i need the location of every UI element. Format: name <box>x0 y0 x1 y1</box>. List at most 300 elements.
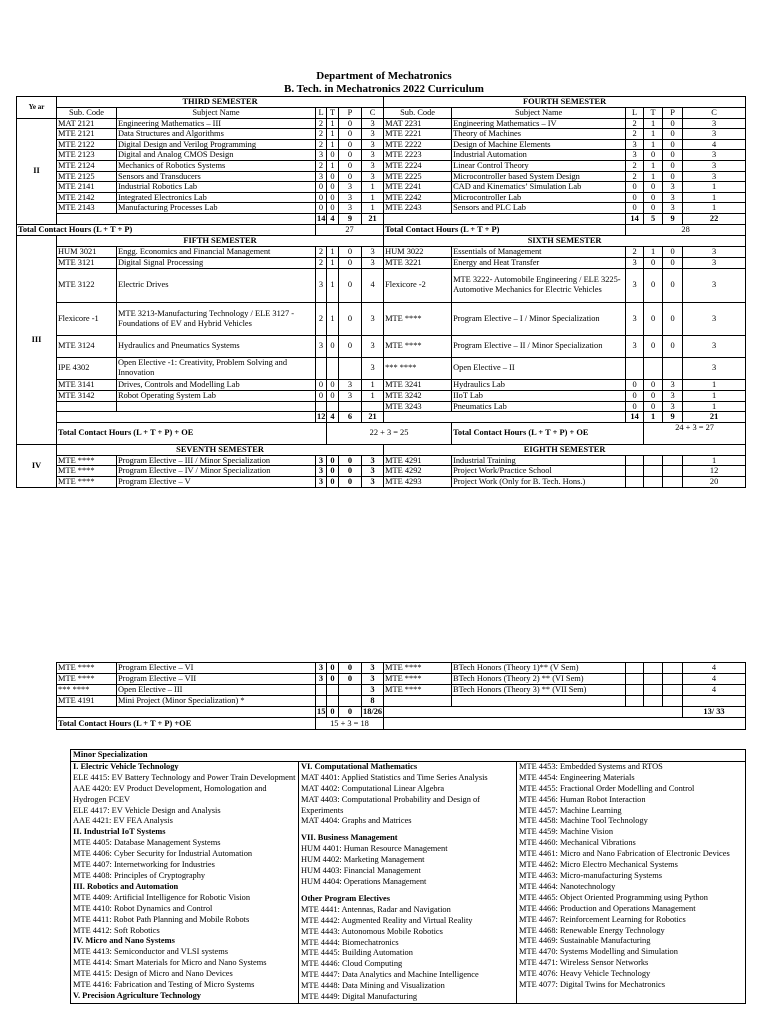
year3-right-total-label: Total Contact Hours (L + T + P) + OE <box>452 422 644 444</box>
left-credit-l <box>316 696 327 707</box>
right-credit-l: 2 <box>626 160 644 171</box>
left-credit-p <box>339 357 362 379</box>
left-credit-l <box>316 401 327 412</box>
left-credit-p: 0 <box>339 150 362 161</box>
table-row <box>17 268 746 302</box>
right-credit-l <box>626 357 644 379</box>
left-subject-name: Manufacturing Processes Lab <box>117 203 316 214</box>
cont-right-spacer <box>384 718 746 730</box>
left-credit-c <box>362 401 384 412</box>
left-credit-t: 0 <box>327 379 339 390</box>
left-credit-p: 0 <box>339 246 362 257</box>
right-credit-l: 3 <box>626 150 644 161</box>
right-credit-c: 1 <box>683 401 746 412</box>
left-credit-p: 0 <box>339 674 362 685</box>
left-credit-c: 3 <box>362 160 384 171</box>
left-credit-p: 0 <box>339 476 362 487</box>
left-credit-l <box>316 357 327 379</box>
right-subtotal-p: 9 <box>663 213 683 224</box>
right-credit-c: 1 <box>683 203 746 214</box>
minor-course-item: MTE 4406: Cyber Security for Industrial Automation <box>73 849 253 859</box>
year3-title-row <box>17 235 746 246</box>
table-row <box>17 257 746 268</box>
left-course-code: MTE 2121 <box>57 129 117 140</box>
column-header-c: C <box>362 108 384 119</box>
right-credit-t: 0 <box>644 150 663 161</box>
table-row <box>17 466 746 477</box>
left-course-code: MTE 2142 <box>57 192 117 203</box>
left-credit-c: 3 <box>362 302 384 335</box>
right-course-code: Flexicore -2 <box>384 268 452 302</box>
right-credit-c: 1 <box>683 390 746 401</box>
right-course-code: MTE 3221 <box>384 257 452 268</box>
year2-right-total: 28 <box>626 224 746 235</box>
column-header-c: C <box>683 108 746 119</box>
left-credit-t: 0 <box>327 192 339 203</box>
right-subject-name: Microcontroller based System Design <box>452 171 626 182</box>
right-credit-p <box>663 476 683 487</box>
right-credit-c: 3 <box>683 171 746 182</box>
year3-year-label: III <box>17 235 57 444</box>
right-course-code: MTE 2225 <box>384 171 452 182</box>
minor-course-item: MTE 4468: Renewable Energy Technology <box>519 925 665 935</box>
column-header-sub-code: Sub. Code <box>384 108 452 119</box>
minor-category-heading: V. Precision Agriculture Technology <box>73 990 201 1000</box>
right-credit-l: 0 <box>626 401 644 412</box>
left-credit-t: 1 <box>327 129 339 140</box>
table-row <box>57 696 746 707</box>
document-title: Department of Mechatronics <box>316 70 452 82</box>
left-credit-c: 1 <box>362 379 384 390</box>
right-credit-c: 3 <box>683 357 746 379</box>
right-subject-name: Program Elective – I / Minor Specialization <box>452 302 626 335</box>
right-credit-l: 2 <box>626 171 644 182</box>
right-credit-l: 0 <box>626 203 644 214</box>
left-credit-c: 3 <box>362 150 384 161</box>
year-header: Ye ar <box>17 97 57 119</box>
right-course-code: MTE 2242 <box>384 192 452 203</box>
right-credit-p <box>663 663 683 674</box>
left-subject-name: Sensors and Transducers <box>117 171 316 182</box>
minor-category-heading: III. Robotics and Automation <box>73 881 179 891</box>
minor-course-item: MTE 4444: Biomechatronics <box>301 937 399 947</box>
left-credit-p: 0 <box>339 171 362 182</box>
left-subtotal-p: 9 <box>339 213 362 224</box>
left-course-code: MTE **** <box>57 476 117 487</box>
minor-course-item: MTE 4467: Reinforcement Learning for Robotics <box>519 914 686 924</box>
right-credit-p <box>663 466 683 477</box>
minor-course-item: MTE 4455: Fractional Order Modelling and Control <box>519 783 695 793</box>
left-credit-p: 0 <box>339 466 362 477</box>
left-credit-c: 3 <box>362 476 384 487</box>
minor-course-item: MTE 4409: Artificial Intelligence for Robotic Vision <box>73 892 251 902</box>
right-course-code: MTE 2223 <box>384 150 452 161</box>
minor-specialization-table <box>70 749 746 1004</box>
minor-course-item: HUM 4404: Operations Management <box>301 876 427 886</box>
curriculum-table <box>16 96 746 488</box>
third-semester-title: THIRD SEMESTER <box>57 97 384 108</box>
left-credit-c: 3 <box>362 674 384 685</box>
right-credit-p <box>663 685 683 696</box>
column-header-subject-name: Subject Name <box>117 108 316 119</box>
column-header-subject-name: Subject Name <box>452 108 626 119</box>
right-credit-p: 3 <box>663 401 683 412</box>
left-credit-l: 3 <box>316 171 327 182</box>
left-subject-name: Program Elective – VII <box>117 674 316 685</box>
right-subject-name: Pneumatics Lab <box>452 401 626 412</box>
year3-right-total: 24 + 3 = 27 <box>644 422 746 444</box>
table-row <box>17 150 746 161</box>
year2-total-row <box>17 224 746 235</box>
left-credit-p: 3 <box>339 192 362 203</box>
left-credit-t: 0 <box>327 466 339 477</box>
right-subtotal-t: 1 <box>644 412 663 423</box>
right-subject-name: Project Work (Only for B. Tech. Hons.) <box>452 476 626 487</box>
minor-course-item: MAT 4404: Graphs and Matrices <box>301 816 412 826</box>
year3-total-label: Total Contact Hours (L + T + P) + OE <box>57 422 327 444</box>
minor-course-item: MTE 4465: Object Oriented Programming using Python <box>519 892 708 902</box>
right-course-code: MTE 4293 <box>384 476 452 487</box>
right-subject-name: Energy and Heat Transfer <box>452 257 626 268</box>
left-course-code: MTE 3142 <box>57 390 117 401</box>
left-course-code: MTE 3121 <box>57 257 117 268</box>
right-credit-t <box>644 455 663 466</box>
right-credit-p: 0 <box>663 268 683 302</box>
right-subject-name: MTE 3222- Automobile Engineering / ELE 3225- Automotive Mechanics for Electric Vehicles <box>452 268 626 302</box>
left-credit-l: 3 <box>316 663 327 674</box>
right-credit-t: 1 <box>644 171 663 182</box>
left-subject-name: Program Elective – III / Minor Specialization <box>117 455 316 466</box>
minor-course-item: MTE 4466: Production and Operations Management <box>519 903 696 913</box>
minor-course-item: MTE 4461: Micro and Nano Fabrication of Electronic Devices <box>519 849 730 859</box>
left-course-code: MTE 2122 <box>57 139 117 150</box>
left-course-code: MTE 3124 <box>57 335 117 357</box>
right-subject-name: Sensors and PLC Lab <box>452 203 626 214</box>
right-credit-c: 3 <box>683 150 746 161</box>
left-credit-l: 2 <box>316 139 327 150</box>
left-credit-t: 0 <box>327 171 339 182</box>
left-credit-p: 0 <box>339 455 362 466</box>
left-credit-l <box>316 685 327 696</box>
right-credit-t: 1 <box>644 129 663 140</box>
left-credit-t: 0 <box>327 182 339 193</box>
document-subtitle: B. Tech. in Mechatronics 2022 Curriculum <box>284 83 484 95</box>
minor-course-item: HUM 4401: Human Resource Management <box>301 844 448 854</box>
left-credit-t: 1 <box>327 118 339 129</box>
right-credit-t: 0 <box>644 268 663 302</box>
minor-course-item: MTE 4076: Heavy Vehicle Technology <box>519 969 651 979</box>
left-subtotal-spacer <box>57 707 316 718</box>
minor-course-item: MTE 4410: Robot Dynamics and Control <box>73 903 213 913</box>
minor-course-item: ELE 4415: EV Battery Technology and Power Train Development <box>73 772 296 782</box>
right-subject-name: Microcontroller Lab <box>452 192 626 203</box>
column-header-l: L <box>316 108 327 119</box>
left-subject-name: Robot Operating System Lab <box>117 390 316 401</box>
cont-left-total: 15 + 3 = 18 <box>316 718 384 730</box>
left-credit-c: 3 <box>362 139 384 150</box>
right-subject-name: BTech Honors (Theory 1)** (V Sem) <box>452 663 626 674</box>
left-credit-c: 3 <box>362 685 384 696</box>
table-row <box>17 390 746 401</box>
right-credit-t: 1 <box>644 246 663 257</box>
right-subject-name: Hydraulics Lab <box>452 379 626 390</box>
left-credit-t: 1 <box>327 302 339 335</box>
left-credit-p: 3 <box>339 390 362 401</box>
left-course-code: IPE 4302 <box>57 357 117 379</box>
right-credit-l: 0 <box>626 192 644 203</box>
right-credit-l: 0 <box>626 182 644 193</box>
right-subject-name <box>452 696 626 707</box>
right-subtotal-c: 22 <box>683 213 746 224</box>
right-credit-l: 2 <box>626 118 644 129</box>
left-subtotal-t: 4 <box>327 213 339 224</box>
right-course-code: MTE 2221 <box>384 129 452 140</box>
year3-left-total: 22 + 3 = 25 <box>327 422 452 444</box>
left-subject-name: Engineering Mathematics – III <box>117 118 316 129</box>
right-subject-name: Linear Control Theory <box>452 160 626 171</box>
left-subtotal-t: 4 <box>327 412 339 423</box>
left-credit-c: 3 <box>362 335 384 357</box>
minor-course-item: MTE 4469: Sustainable Manufacturing <box>519 936 651 946</box>
minor-course-item: MTE 4445: Building Automation <box>301 948 413 958</box>
right-credit-c: 4 <box>683 139 746 150</box>
right-credit-l <box>626 663 644 674</box>
right-credit-t: 1 <box>644 139 663 150</box>
minor-course-item: AAE 4421: EV FEA Analysis <box>73 816 173 826</box>
left-credit-l: 2 <box>316 257 327 268</box>
minor-course-item: MTE 4470: Systems Modelling and Simulation <box>519 947 678 957</box>
minor-course-item: MTE 4414: Smart Materials for Micro and Nano Systems <box>73 958 267 968</box>
left-credit-p: 0 <box>339 302 362 335</box>
table-row <box>17 171 746 182</box>
left-credit-t: 0 <box>327 203 339 214</box>
right-credit-p: 0 <box>663 150 683 161</box>
right-subtotal-l: 14 <box>626 213 644 224</box>
left-credit-t: 1 <box>327 160 339 171</box>
column-header-p: P <box>339 108 362 119</box>
right-credit-c: 1 <box>683 455 746 466</box>
left-subject-name: Digital Signal Processing <box>117 257 316 268</box>
left-credit-c: 3 <box>362 118 384 129</box>
right-credit-l: 3 <box>626 268 644 302</box>
year4-right-semester-title: EIGHTH SEMESTER <box>384 444 746 455</box>
minor-course-item: MTE 4458: Machine Tool Technology <box>519 816 648 826</box>
table-row <box>17 379 746 390</box>
left-subject-name: Electric Drives <box>117 268 316 302</box>
left-credit-t: 0 <box>327 335 339 357</box>
year3-subtotal-row <box>17 412 746 423</box>
left-credit-c: 3 <box>362 171 384 182</box>
right-credit-p <box>663 357 683 379</box>
right-credit-c: 12 <box>683 466 746 477</box>
right-subject-name: Theory of Machines <box>452 129 626 140</box>
right-subject-name: Design of Machine Elements <box>452 139 626 150</box>
right-credit-t <box>644 476 663 487</box>
right-credit-p: 0 <box>663 246 683 257</box>
column-header-l: L <box>626 108 644 119</box>
left-subject-name: Data Structures and Algorithms <box>117 129 316 140</box>
right-course-code: *** **** <box>384 357 452 379</box>
minor-category-heading: IV. Micro and Nano Systems <box>73 936 175 946</box>
left-credit-p: 3 <box>339 203 362 214</box>
right-subject-name: Program Elective – II / Minor Specialization <box>452 335 626 357</box>
left-credit-t <box>327 685 339 696</box>
left-subject-name: Open Elective – III <box>117 685 316 696</box>
right-subtotal-l: 14 <box>626 412 644 423</box>
minor-course-item: MAT 4401: Applied Statistics and Time Series Analysis <box>301 772 488 782</box>
left-credit-t <box>327 401 339 412</box>
right-credit-l: 2 <box>626 129 644 140</box>
left-credit-t: 0 <box>327 663 339 674</box>
right-credit-t <box>644 685 663 696</box>
right-credit-p: 0 <box>663 160 683 171</box>
right-course-code: MTE 3243 <box>384 401 452 412</box>
left-subject-name: Mini Project (Minor Specialization) * <box>117 696 316 707</box>
right-credit-c: 3 <box>683 118 746 129</box>
left-subject-name: Drives, Controls and Modelling Lab <box>117 379 316 390</box>
right-credit-t <box>644 663 663 674</box>
minor-course-item: MTE 4413: Semiconductor and VLSI systems <box>73 947 229 957</box>
left-credit-t: 0 <box>327 390 339 401</box>
year2-left-total: 27 <box>316 224 384 235</box>
right-subtotal-c: 21 <box>683 412 746 423</box>
right-course-code: MTE **** <box>384 663 452 674</box>
left-credit-t: 1 <box>327 246 339 257</box>
right-course-code: HUM 3022 <box>384 246 452 257</box>
left-credit-l: 0 <box>316 379 327 390</box>
table-row <box>17 182 746 193</box>
left-credit-l: 2 <box>316 160 327 171</box>
right-credit-t: 0 <box>644 203 663 214</box>
minor-course-item: MTE 4415: Design of Micro and Nano Devices <box>73 969 233 979</box>
minor-course-item: MTE 4459: Machine Vision <box>519 827 614 837</box>
left-credit-l: 3 <box>316 268 327 302</box>
right-credit-c: 3 <box>683 160 746 171</box>
left-subject-name: Integrated Electronics Lab <box>117 192 316 203</box>
left-subtotal-t: 0 <box>327 707 339 718</box>
left-subtotal-c: 21 <box>362 213 384 224</box>
right-credit-p: 0 <box>663 139 683 150</box>
right-credit-t: 0 <box>644 401 663 412</box>
year3-total-row <box>17 422 746 444</box>
left-credit-t: 0 <box>327 476 339 487</box>
right-credit-l <box>626 685 644 696</box>
right-credit-p: 0 <box>663 129 683 140</box>
right-subtotal-spacer <box>384 412 626 423</box>
minor-course-item: HUM 4402: Marketing Management <box>301 855 425 865</box>
column-header-t: T <box>327 108 339 119</box>
right-credit-t: 0 <box>644 192 663 203</box>
left-credit-p: 0 <box>339 160 362 171</box>
left-credit-l: 3 <box>316 476 327 487</box>
left-credit-p <box>339 685 362 696</box>
left-credit-l: 3 <box>316 466 327 477</box>
minor-course-item: MTE 4448: Data Mining and Visualization <box>301 981 445 991</box>
minor-course-item: MAT 4402: Computational Linear Algebra <box>301 783 445 793</box>
year3-left-semester-title: FIFTH SEMESTER <box>57 235 384 246</box>
minor-course-item: MTE 4412: Soft Robotics <box>73 925 160 935</box>
left-subject-name: Digital Design and Verilog Programming <box>117 139 316 150</box>
left-course-code: MTE 3141 <box>57 379 117 390</box>
column-header-row <box>17 108 746 119</box>
left-subject-name: Industrial Robotics Lab <box>117 182 316 193</box>
column-header-p: P <box>663 108 683 119</box>
left-credit-c: 3 <box>362 257 384 268</box>
left-credit-l: 3 <box>316 674 327 685</box>
right-credit-t: 0 <box>644 302 663 335</box>
right-credit-c: 3 <box>683 302 746 335</box>
right-credit-t <box>644 357 663 379</box>
left-course-code: MTE 2125 <box>57 171 117 182</box>
right-course-code: MTE 3242 <box>384 390 452 401</box>
left-subject-name: Program Elective – VI <box>117 663 316 674</box>
minor-category-heading: II. Industrial IoT Systems <box>73 827 166 837</box>
right-credit-l <box>626 674 644 685</box>
right-credit-p: 3 <box>663 390 683 401</box>
right-course-code: MTE 2222 <box>384 139 452 150</box>
minor-course-item: ELE 4417: EV Vehicle Design and Analysis <box>73 805 221 815</box>
minor-course-item: MAT 4403: Computational Probability and Design of Experiments <box>301 794 480 815</box>
left-credit-c: 3 <box>362 357 384 379</box>
right-credit-p: 3 <box>663 379 683 390</box>
left-credit-c: 8 <box>362 696 384 707</box>
left-credit-l: 2 <box>316 129 327 140</box>
left-course-code <box>57 401 117 412</box>
right-credit-c: 3 <box>683 257 746 268</box>
left-credit-l: 3 <box>316 455 327 466</box>
left-credit-t: 1 <box>327 139 339 150</box>
right-course-code <box>384 696 452 707</box>
right-subtotal-spacer <box>384 213 626 224</box>
left-subtotal-l: 12 <box>317 412 326 422</box>
left-course-code: MTE 2141 <box>57 182 117 193</box>
year2-right-total-label: Total Contact Hours (L + T + P) <box>384 224 626 235</box>
right-credit-l: 3 <box>626 139 644 150</box>
right-course-code: MTE 3241 <box>384 379 452 390</box>
left-subject-name: MTE 3213-Manufacturing Technology / ELE 3127 - Foundations of EV and Hybrid Vehicles <box>117 302 316 335</box>
left-credit-l: 0 <box>316 192 327 203</box>
minor-course-item: MTE 4453: Embedded Systems and RTOS <box>519 761 663 771</box>
right-course-code: MTE 2224 <box>384 160 452 171</box>
right-course-code: MTE **** <box>384 685 452 696</box>
right-subtotal-p: 9 <box>663 412 683 423</box>
right-credit-c: 4 <box>683 663 746 674</box>
right-subject-name: CAD and Kinematics’ Simulation Lab <box>452 182 626 193</box>
right-credit-t: 1 <box>644 118 663 129</box>
column-header-t: T <box>644 108 663 119</box>
minor-course-item: MTE 4408: Principles of Cryptography <box>73 870 206 880</box>
table-row <box>17 335 746 357</box>
left-credit-c: 3 <box>362 246 384 257</box>
minor-course-item: MTE 4407: Internetworking for Industries <box>73 860 215 870</box>
left-credit-c: 3 <box>362 466 384 477</box>
left-course-code: MTE **** <box>57 674 117 685</box>
left-subject-name: Engg. Economics and Financial Management <box>117 246 316 257</box>
minor-column-3 <box>517 761 746 1003</box>
year3-right-semester-title: SIXTH SEMESTER <box>384 235 746 246</box>
left-credit-c: 3 <box>362 663 384 674</box>
minor-category-heading: I. Electric Vehicle Technology <box>73 761 179 771</box>
left-credit-t: 0 <box>327 150 339 161</box>
left-course-code: MTE 2124 <box>57 160 117 171</box>
left-credit-p <box>339 401 362 412</box>
left-subtotal-l: 14 <box>317 213 326 223</box>
right-course-code: MTE 2241 <box>384 182 452 193</box>
right-credit-c: 3 <box>683 335 746 357</box>
left-credit-l: 2 <box>316 302 327 335</box>
right-credit-l: 2 <box>626 246 644 257</box>
left-subject-name: Program Elective – IV / Minor Specialization <box>117 466 316 477</box>
